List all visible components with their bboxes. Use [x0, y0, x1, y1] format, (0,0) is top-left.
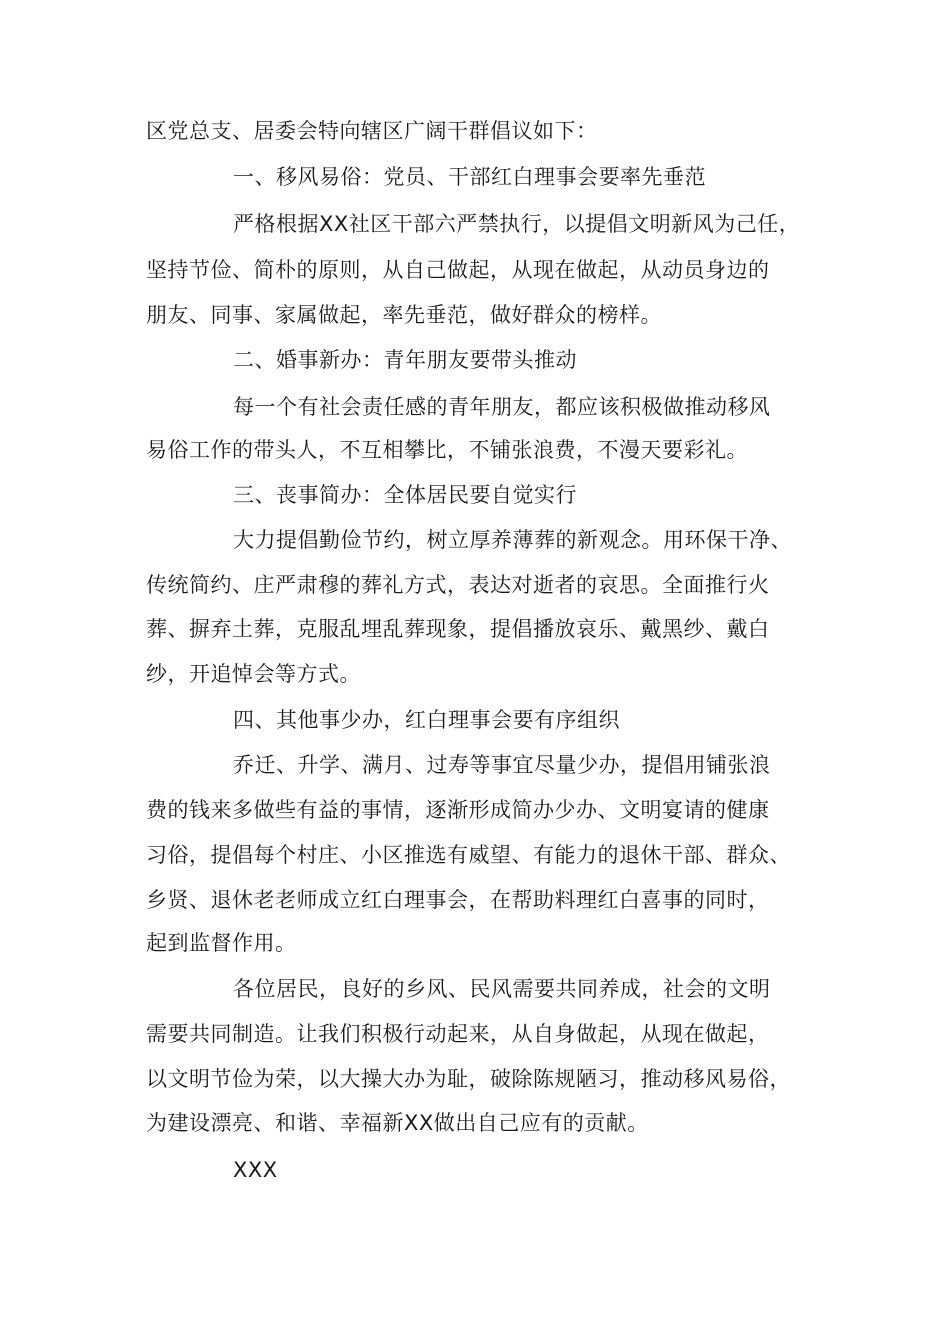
- text-line: 朋友、同事、家属做起，率先垂范，做好群众的榜样。: [146, 303, 662, 327]
- text-line: 需要共同制造。让我们积极行动起来，从自身做起，从现在做起，: [146, 1022, 770, 1046]
- text-line: 葬、摒弃土葬，克服乱埋乱葬现象，提倡播放哀乐、戴黑纱、戴白: [146, 617, 770, 641]
- text-line: 易俗工作的带头人，不互相攀比，不铺张浪费，不漫天要彩礼。: [146, 438, 748, 462]
- text-line: 乔迁、升学、满月、过寿等事宜尽量少办，提倡用铺张浪: [233, 753, 771, 777]
- section-heading: 一、移风易俗：党员、干部红白理事会要率先垂范: [233, 165, 706, 189]
- text-line: 大力提倡勤俭节约，树立厚养薄葬的新观念。用环保干净、: [233, 528, 792, 552]
- text-line: 起到监督作用。: [146, 931, 297, 955]
- text-line: 为建设漂亮、和谐、幸福新XX做出自己应有的贡献。: [146, 1111, 649, 1135]
- text-line: 坚持节俭、简朴的原则，从自己做起，从现在做起，从动员身边的: [146, 258, 770, 282]
- text-line: 传统简约、庄严肃穆的葬礼方式，表达对逝者的哀思。全面推行火: [146, 573, 770, 597]
- text-line: 每一个有社会责任感的青年朋友，都应该积极做推动移风: [233, 395, 771, 419]
- text-line: 习俗，提倡每个村庄、小区推选有威望、有能力的退休干部、群众、: [146, 843, 791, 867]
- text-line: 各位居民，良好的乡风、民风需要共同养成，社会的文明: [233, 977, 771, 1001]
- text-line: 严格根据XX社区干部六严禁执行，以提倡文明新风为己任，: [233, 212, 801, 236]
- section-heading: 四、其他事少办，红白理事会要有序组织: [233, 708, 620, 732]
- text-line: 费的钱来多做些有益的事情，逐渐形成简办少办、文明宴请的健康: [146, 798, 770, 822]
- text-line: 纱，开追悼会等方式。: [146, 662, 361, 686]
- signature: XXX: [233, 1158, 278, 1182]
- section-heading: 二、婚事新办：青年朋友要带头推动: [233, 348, 577, 372]
- text-line: 以文明节俭为荣，以大操大办为耻，破除陈规陋习，推动移风易俗，: [146, 1067, 791, 1091]
- text-line: 乡贤、退休老老师成立红白理事会，在帮助料理红白喜事的同时，: [146, 888, 770, 912]
- section-heading: 三、丧事简办：全体居民要自觉实行: [233, 483, 577, 507]
- text-line: 区党总支、居委会特向辖区广阔干群倡议如下：: [146, 119, 598, 143]
